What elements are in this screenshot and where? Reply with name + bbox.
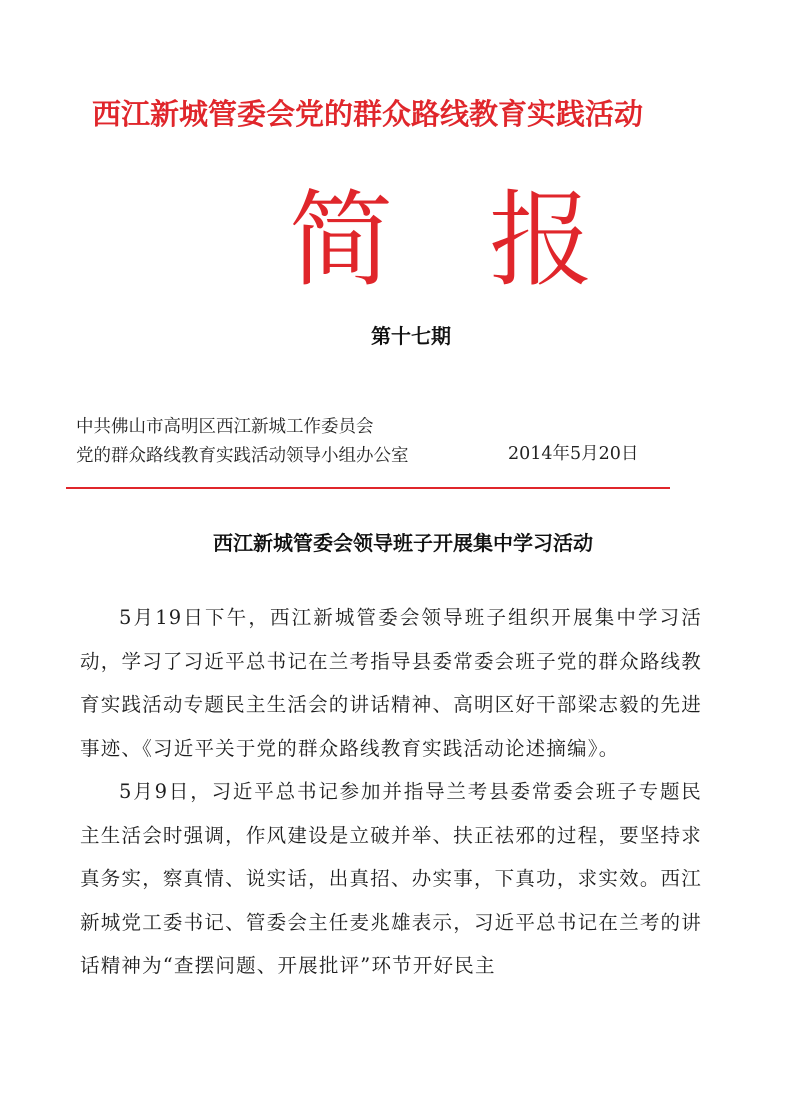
red-divider [66, 487, 670, 489]
issuer-org-line-1: 中共佛山市高明区西江新城工作委员会 [76, 417, 374, 437]
article-title: 西江新城管委会领导班子开展集中学习活动 [213, 531, 593, 555]
issue-date: 2014年5月20日 [508, 444, 639, 464]
bulletin-title: 简报 [288, 179, 689, 301]
issuer-org-line-2: 党的群众路线教育实践活动领导小组办公室 [76, 446, 409, 466]
article-paragraph: 5月19日下午，西江新城管委会领导班子组织开展集中学习活动，学习了习近平总书记在兰考指导县委常委会班子党的群众路线教育实践活动专题民主生活会的讲话精神、高明区好干部梁志毅的先进事迹、《习近平关于党的群众路线教育实践活动论述摘编》。 [80, 606, 702, 760]
article-body [80, 596, 702, 988]
issue-number: 第十七期 [371, 324, 451, 348]
article-paragraph: 5月9日，习近平总书记参加并指导兰考县委常委会班子专题民主生活会时强调，作风建设是立破并举、扶正祛邪的过程，要坚持求真务实，察真情、说实话，出真招、办实事，下真功，求实效。西江新城党工委书记、管委会主任麦兆雄表示，习近平总书记在兰考的讲话精神为“查摆问题、开展批评”环节开好民主 [80, 780, 702, 977]
header-title: 西江新城管委会党的群众路线教育实践活动 [92, 97, 644, 131]
